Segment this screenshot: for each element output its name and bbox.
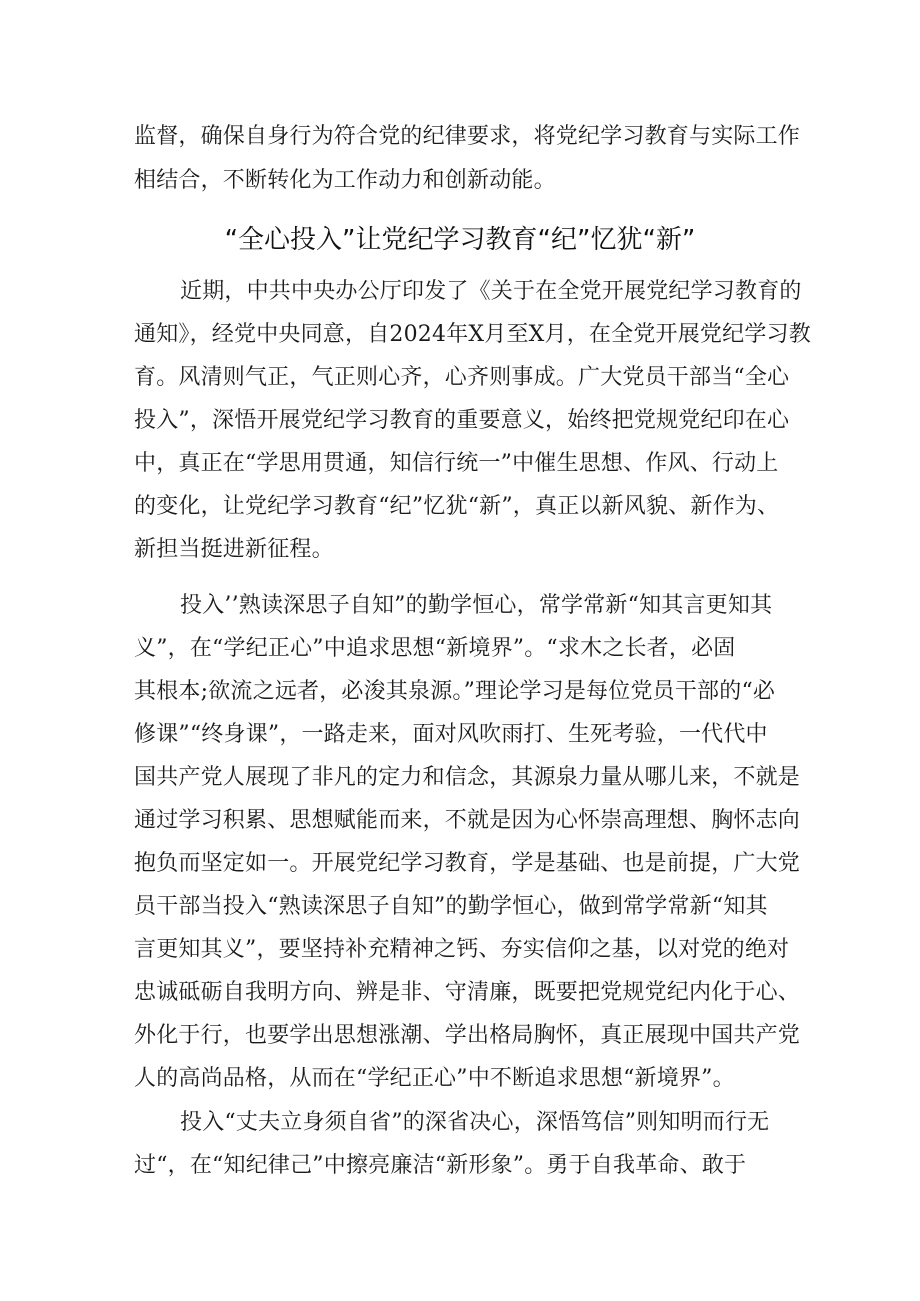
text-line: 其根本;欲流之远者，必浚其泉源。”理论学习是每位党员干部的“必 — [134, 679, 776, 704]
text-line: 忠诚砥砺自我明方向、辨是非、守清廉，既要把党规党纪内化于心、 — [134, 980, 801, 1005]
text-line: 新担当挺进新征程。 — [134, 537, 334, 562]
text-line: 通知》，经党中央同意，自2024年X月至X月，在全党开展党纪学习教 — [134, 322, 811, 347]
text-line: 义”，在“学纪正心”中追求思想“新境界”。“求木之长者，必固 — [134, 636, 736, 661]
text-line: 国共产党人展现了非凡的定力和信念，其源泉力量从哪儿来，不就是 — [134, 765, 801, 790]
text-line: 过“，在“知纪律己”中擦亮廉洁“新形象”。勇于自我革命、敢于 — [134, 1153, 747, 1178]
text-line: 投入”，深悟开展党纪学习教育的重要意义，始终把党规党纪印在心 — [134, 408, 790, 433]
text-line: 近期，中共中央办公厅印发了《关于在全党开展党纪学习教育的 — [180, 279, 802, 304]
text-line: 外化于行，也要学出思想涨潮、学出格局胸怀，真正展现中国共产党 — [134, 1023, 801, 1048]
text-line: 的变化，让党纪学习教育“纪”忆犹“新”，真正以新风貌、新作为、 — [134, 494, 780, 519]
text-line: 人的高尚品格，从而在“学纪正心”中不断追求思想“新境界”。 — [134, 1066, 735, 1091]
text-line: 监督，确保自身行为符合党的纪律要求，将党纪学习教育与实际工作 — [134, 124, 801, 149]
text-line: 言更知其义”，要坚持补充精神之钙、夯实信仰之基，以对党的绝对 — [134, 937, 790, 962]
text-line: 抱负而坚定如一。开展党纪学习教育，学是基础、也是前提，广大党 — [134, 851, 801, 876]
text-line: 员干部当投入“熟读深思子自知”的勤学恒心，做到常学常新“知其 — [134, 894, 768, 919]
text-line: 育。风清则气正，气正则心齐，心齐则事成。广大党员干部当“全心 — [134, 365, 790, 390]
text-line: 通过学习积累、思想赋能而来，不就是因为心怀崇高理想、胸怀志向 — [134, 808, 801, 833]
text-line: 投入’’熟读深思子自知”的勤学恒心，常学常新“知其言更知其 — [180, 593, 773, 618]
text-line: 中，真正在“学思用贯通，知信行统一”中催生思想、作风、行动上 — [134, 451, 779, 476]
text-line: 投入“丈夫立身须自省”的深省决心，深悟笃信”则知明而行无 — [180, 1110, 770, 1135]
section-title: “全心投入”让党纪学习教育“纪”忆犹“新” — [224, 225, 696, 255]
text-line: 相结合，不断转化为工作动力和创新动能。 — [134, 168, 556, 193]
text-line: 修课”“终身课”，一路走来，面对风吹雨打、生死考验，一代代中 — [134, 722, 768, 747]
